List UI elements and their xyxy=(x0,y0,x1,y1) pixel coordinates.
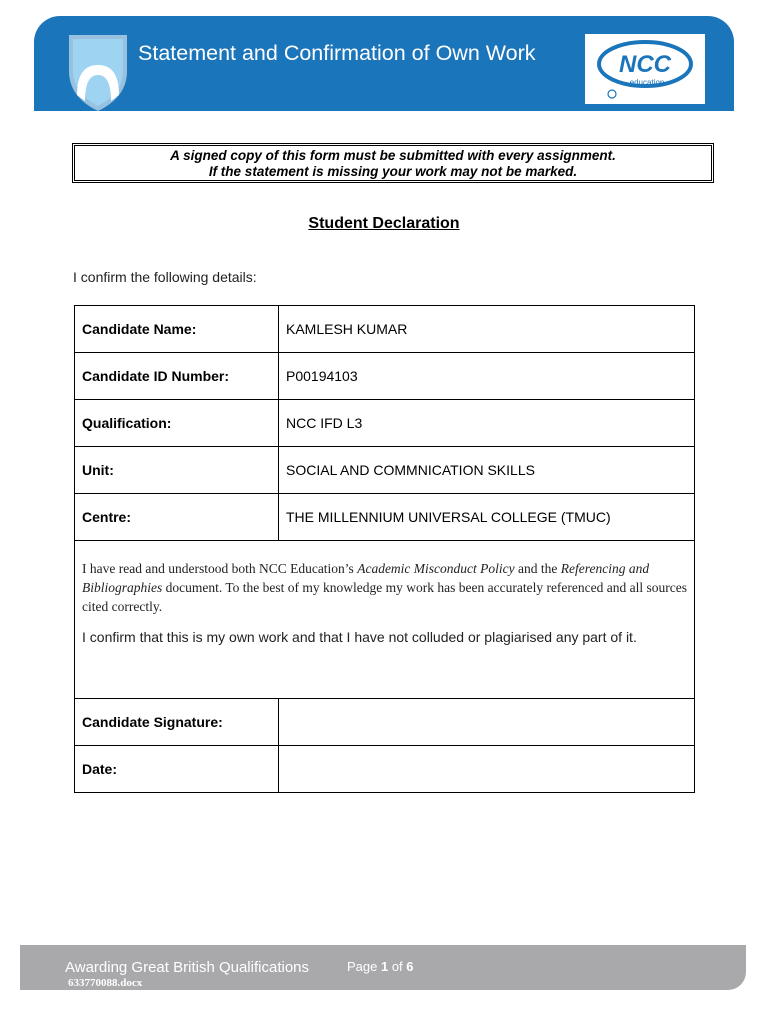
table-row xyxy=(75,306,695,353)
date-label: Date: xyxy=(75,746,279,793)
submission-notice xyxy=(72,143,714,183)
statement-text: document. To the best of my knowledge my work has been accurately referenced and all sources cited correctly. xyxy=(82,580,687,614)
page-of: of xyxy=(388,959,407,974)
unit-value[interactable]: SOCIAL AND COMMNICATION SKILLS xyxy=(279,447,695,494)
candidate-name-value[interactable]: KAMLESH KUMAR xyxy=(279,306,695,353)
notice-line-2: If the statement is missing your work may not be marked. xyxy=(208,164,578,179)
declaration-form-table xyxy=(74,305,695,793)
page-number xyxy=(347,959,414,974)
centre-value[interactable]: THE MILLENNIUM UNIVERSAL COLLEGE (TMUC) xyxy=(279,494,695,541)
candidate-id-label: Candidate ID Number: xyxy=(75,353,279,400)
qualification-value[interactable]: NCC IFD L3 xyxy=(279,400,695,447)
unit-label: Unit: xyxy=(75,447,279,494)
signature-label: Candidate Signature: xyxy=(75,699,279,746)
centre-label: Centre: xyxy=(75,494,279,541)
table-row xyxy=(75,541,695,699)
candidate-name-label: Candidate Name: xyxy=(75,306,279,353)
table-row xyxy=(75,353,695,400)
qualification-label: Qualification: xyxy=(75,400,279,447)
declaration-statement xyxy=(75,541,695,699)
footer-tagline: Awarding Great British Qualifications xyxy=(65,959,309,976)
page-total: 6 xyxy=(406,959,414,974)
table-row xyxy=(75,494,695,541)
table-row xyxy=(75,400,695,447)
table-row xyxy=(75,447,695,494)
candidate-id-value[interactable]: P00194103 xyxy=(279,353,695,400)
header-title: Statement and Confirmation of Own Work xyxy=(138,41,536,65)
logo-text: NCC xyxy=(619,51,671,78)
table-row xyxy=(75,746,695,793)
date-field[interactable] xyxy=(279,746,695,793)
footer-filename: 633770088.docx xyxy=(68,977,143,989)
statement-paragraph-2: I confirm that this is my own work and that I have not colluded or plagiarised any part of it. xyxy=(82,629,637,645)
page-current: 1 xyxy=(380,959,389,974)
statement-paragraph-1 xyxy=(82,559,687,616)
statement-text: I have read and understood both NCC Education’s xyxy=(82,561,358,576)
statement-text: and the xyxy=(514,561,561,576)
document-footer xyxy=(20,945,746,990)
document-header xyxy=(34,16,734,111)
document-name: Referencing and Bibliographies xyxy=(82,561,650,595)
table-row xyxy=(75,699,695,746)
shield-logo-icon xyxy=(69,35,127,111)
policy-name: Academic Misconduct Policy xyxy=(357,561,515,576)
notice-line-1: A signed copy of this form must be submitted with every assignment. xyxy=(170,148,616,163)
declaration-title: Student Declaration xyxy=(308,215,460,232)
signature-field[interactable] xyxy=(279,699,695,746)
logo-subtext: education xyxy=(629,78,665,87)
page-prefix: Page xyxy=(347,959,381,974)
ncc-education-logo-icon xyxy=(585,34,705,104)
declaration-intro: I confirm the following details: xyxy=(73,269,257,285)
